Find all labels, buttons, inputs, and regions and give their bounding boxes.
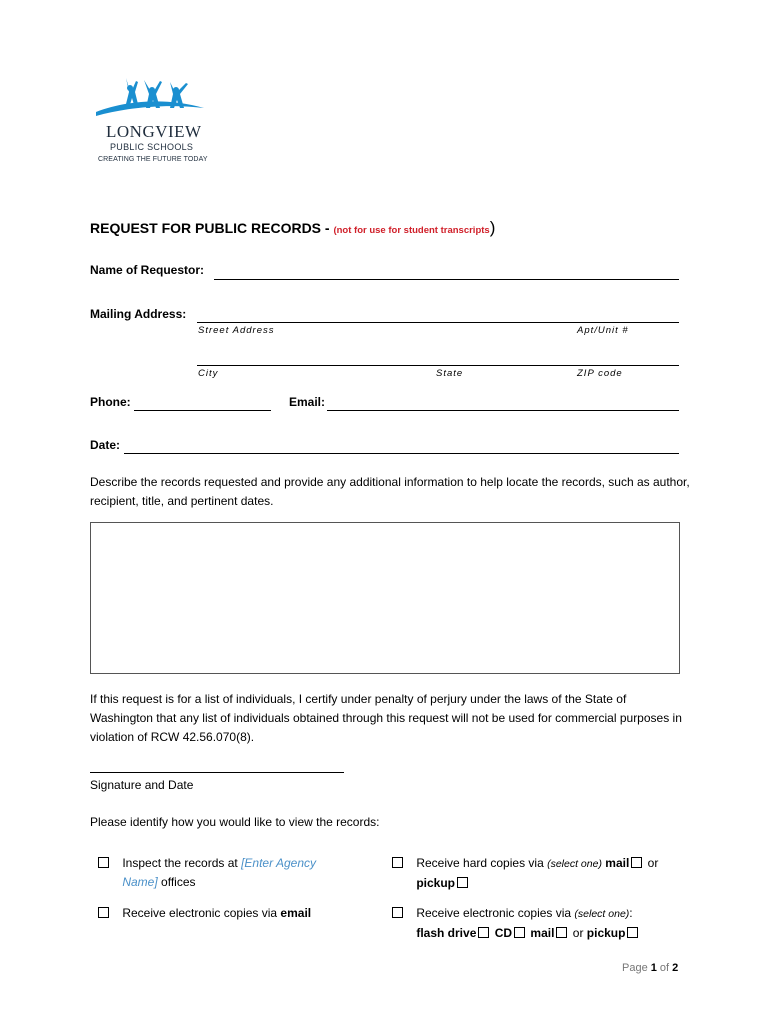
title-main: REQUEST FOR PUBLIC RECORDS - bbox=[90, 220, 334, 236]
city-sublabel: City bbox=[198, 368, 219, 379]
describe-text: Describe the records requested and provide any additional information to help locate the records, such as author, recipient, title, and pertinent dates. bbox=[90, 475, 690, 508]
records-description-box[interactable] bbox=[90, 522, 680, 674]
inspect-text: Inspect the records at bbox=[122, 856, 242, 870]
page-num: 1 bbox=[650, 962, 657, 974]
signature-field[interactable] bbox=[90, 772, 344, 773]
city-field[interactable] bbox=[197, 365, 679, 366]
email-label: Email: bbox=[289, 395, 326, 409]
hard-mail-label: mail bbox=[605, 856, 630, 870]
flash-drive-checkbox[interactable] bbox=[478, 927, 489, 938]
electronic-copies-text: Receive electronic copies via bbox=[416, 906, 575, 920]
title-note: (not for use for student transcripts bbox=[333, 225, 490, 236]
signature-label: Signature and Date bbox=[90, 778, 194, 792]
date-field[interactable] bbox=[124, 453, 679, 454]
page-total: 2 bbox=[672, 962, 679, 974]
apt-sublabel: Apt/Unit # bbox=[577, 325, 629, 336]
electronic-copies-checkbox[interactable] bbox=[392, 907, 403, 918]
name-label: Name of Requestor: bbox=[90, 263, 205, 277]
electronic-email-checkbox[interactable] bbox=[98, 907, 109, 918]
hard-copies-checkbox[interactable] bbox=[392, 857, 403, 868]
electronic-or-text: or bbox=[572, 926, 584, 940]
longview-logo-icon bbox=[92, 74, 212, 124]
phone-label: Phone: bbox=[90, 395, 131, 409]
electronic-pickup-label: pickup bbox=[586, 926, 626, 940]
name-field[interactable] bbox=[214, 279, 679, 280]
electronic-select-text: (select one) bbox=[574, 908, 630, 920]
logo-subtitle: PUBLIC SCHOOLS bbox=[110, 142, 194, 152]
cd-checkbox[interactable] bbox=[514, 927, 525, 938]
street-field[interactable] bbox=[197, 322, 679, 323]
electronic-mail-label: mail bbox=[530, 926, 555, 940]
email-field[interactable] bbox=[327, 410, 679, 411]
electronic-email-bold: email bbox=[280, 906, 312, 920]
view-prompt: Please identify how you would like to view the records: bbox=[90, 815, 380, 829]
phone-field[interactable] bbox=[134, 410, 271, 411]
page-title bbox=[90, 218, 495, 238]
logo-tagline: CREATING THE FUTURE TODAY bbox=[98, 156, 208, 163]
option-electronic-email bbox=[98, 904, 358, 923]
option-hard-copies bbox=[392, 854, 682, 893]
hard-pickup-label: pickup bbox=[416, 876, 456, 890]
date-label: Date: bbox=[90, 438, 121, 452]
page-number bbox=[622, 962, 678, 974]
hard-select-text: (select one) bbox=[547, 858, 602, 870]
electronic-email-text: Receive electronic copies via bbox=[122, 906, 281, 920]
electronic-pickup-checkbox[interactable] bbox=[627, 927, 638, 938]
street-sublabel: Street Address bbox=[198, 325, 275, 336]
mailing-label: Mailing Address: bbox=[90, 307, 187, 321]
title-close: ) bbox=[489, 218, 496, 237]
page-word: Page bbox=[622, 962, 651, 974]
hard-or-text: or bbox=[647, 856, 659, 870]
hard-copies-text: Receive hard copies via bbox=[416, 856, 548, 870]
option-inspect bbox=[98, 854, 348, 892]
electronic-colon: : bbox=[629, 906, 633, 920]
electronic-mail-checkbox[interactable] bbox=[556, 927, 567, 938]
of-word: of bbox=[656, 962, 673, 974]
flash-drive-label: flash drive bbox=[416, 926, 477, 940]
inspect-checkbox[interactable] bbox=[98, 857, 109, 868]
agency-placeholder[interactable]: [Enter Agency Name] bbox=[122, 856, 317, 889]
hard-pickup-checkbox[interactable] bbox=[457, 877, 468, 888]
logo-name: LONGVIEW bbox=[106, 122, 202, 141]
inspect-post-text: offices bbox=[157, 875, 196, 889]
certify-text: If this request is for a list of individuals, I certify under penalty of perjury under the laws of the State of Washington that any list of individuals obtained through this request will not be used for commercial purposes in violation of RCW 42.56.070(8). bbox=[90, 692, 682, 744]
hard-mail-checkbox[interactable] bbox=[631, 857, 642, 868]
cd-label: CD bbox=[494, 926, 513, 940]
state-sublabel: State bbox=[436, 368, 464, 379]
zip-sublabel: ZIP code bbox=[577, 368, 623, 379]
option-electronic-copies bbox=[392, 904, 682, 943]
